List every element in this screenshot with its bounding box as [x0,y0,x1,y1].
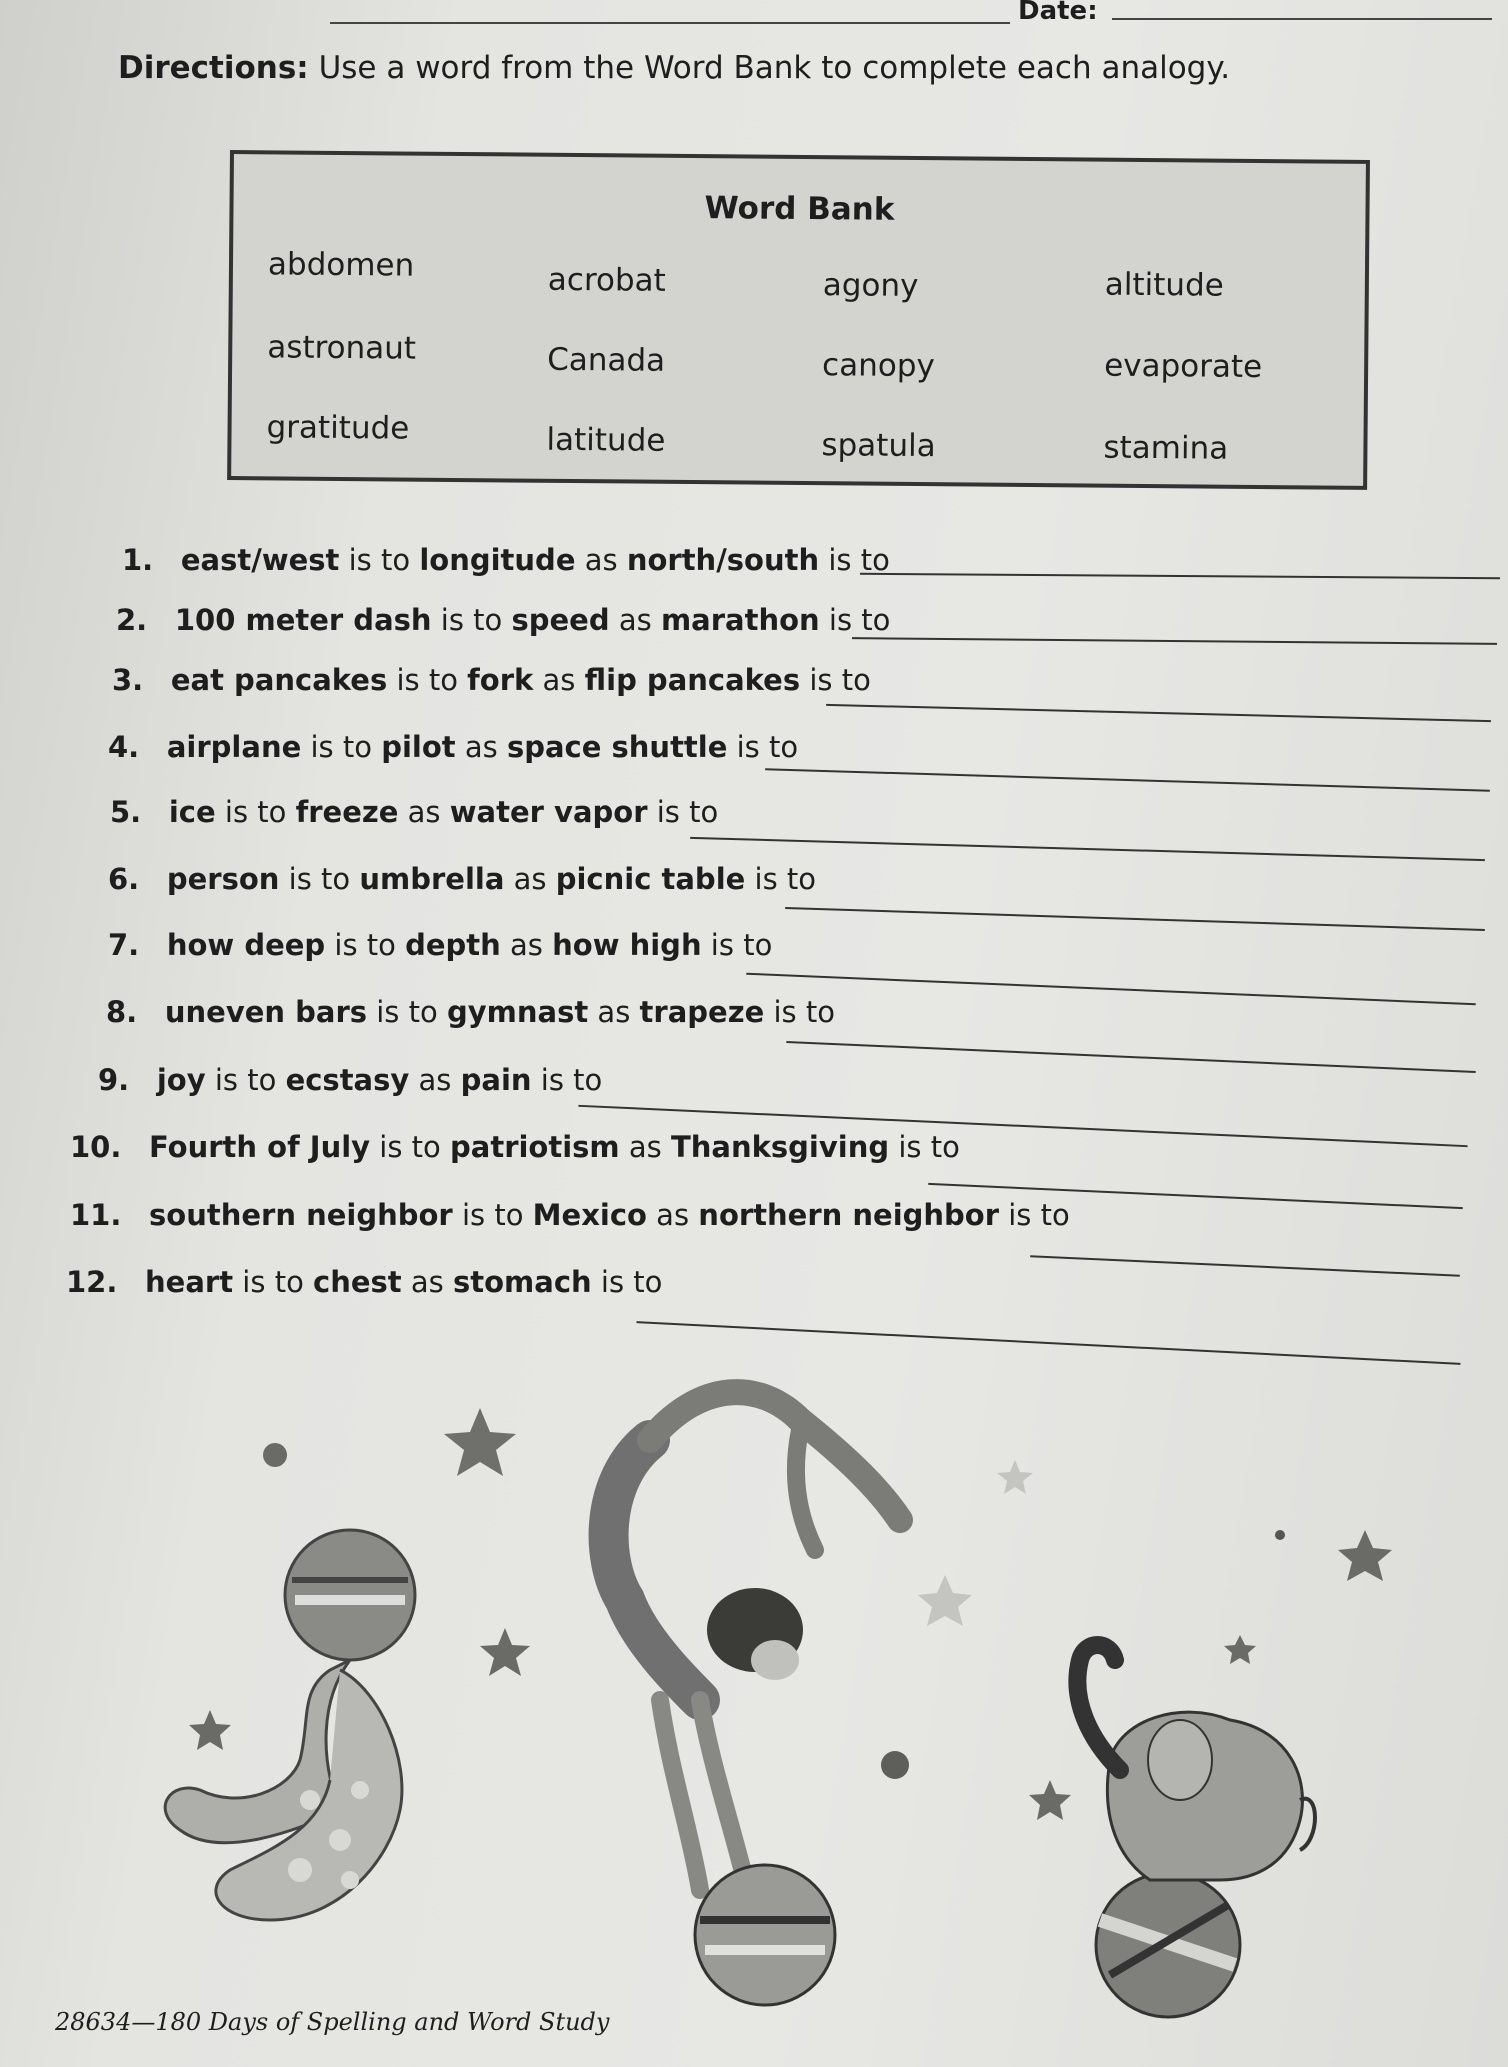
star-icon [1338,1530,1392,1581]
word-bank-word: evaporate [1103,347,1263,386]
analogy-3: 3. eat pancakes is to fork as flip pancakes is to [112,663,871,697]
word-bank-word: canopy [821,347,935,385]
word-bank-word: stamina [1103,429,1229,467]
word-bank-word: Canada [547,341,666,379]
star-icon [189,1710,231,1750]
analogy-4: 4. airplane is to pilot as space shuttle is to [108,730,799,764]
acrobat-icon [609,1392,900,2005]
analogy-12: 12. heart is to chest as stomach is to [66,1265,663,1299]
star-icon [918,1575,972,1626]
analogy-11: 11. southern neighbor is to Mexico as northern neighbor is to [70,1198,1070,1232]
star-icon [480,1628,530,1676]
star-icon [997,1460,1033,1494]
footer-credit: 28634—180 Days of Spelling and Word Study [55,2008,610,2036]
analogy-10: 10. Fourth of July is to patriotism as Thanksgiving is to [70,1130,960,1164]
directions-label: Directions: [118,50,309,86]
ball-icon [263,1443,287,1467]
star-icon [444,1408,516,1476]
word-bank-word: astronaut [267,329,417,367]
word-bank-word: acrobat [547,261,666,299]
analogy-6: 6. person is to umbrella as picnic table is to [108,862,817,896]
analogy-9: 9. joy is to ecstasy as pain is to [98,1063,603,1097]
word-bank-word: abdomen [267,246,415,284]
word-bank-word: altitude [1104,266,1224,304]
analogy-2: 2. 100 meter dash is to speed as marathon is to [116,603,891,637]
ball-icon [881,1751,909,1779]
star-icon [1224,1635,1256,1664]
word-bank-title: Word Bank [704,190,895,228]
word-bank-word: latitude [546,421,666,459]
analogy-7: 7. how deep is to depth as how high is to [108,928,773,962]
analogy-1: 1. east/west is to longitude as north/south is to [122,543,890,577]
analogy-8: 8. uneven bars is to gymnast as trapeze is to [106,995,835,1029]
word-bank-word: agony [822,267,919,305]
elephant-icon [1077,1645,1315,2017]
word-bank-word: spatula [821,427,936,465]
date-label: Date: [1018,0,1098,26]
word-bank-word: gratitude [266,409,410,447]
analogy-5: 5. ice is to freeze as water vapor is to [110,795,719,829]
directions-text: Use a word from the Word Bank to complete each analogy. [308,50,1231,86]
star-icon [1029,1780,1071,1820]
